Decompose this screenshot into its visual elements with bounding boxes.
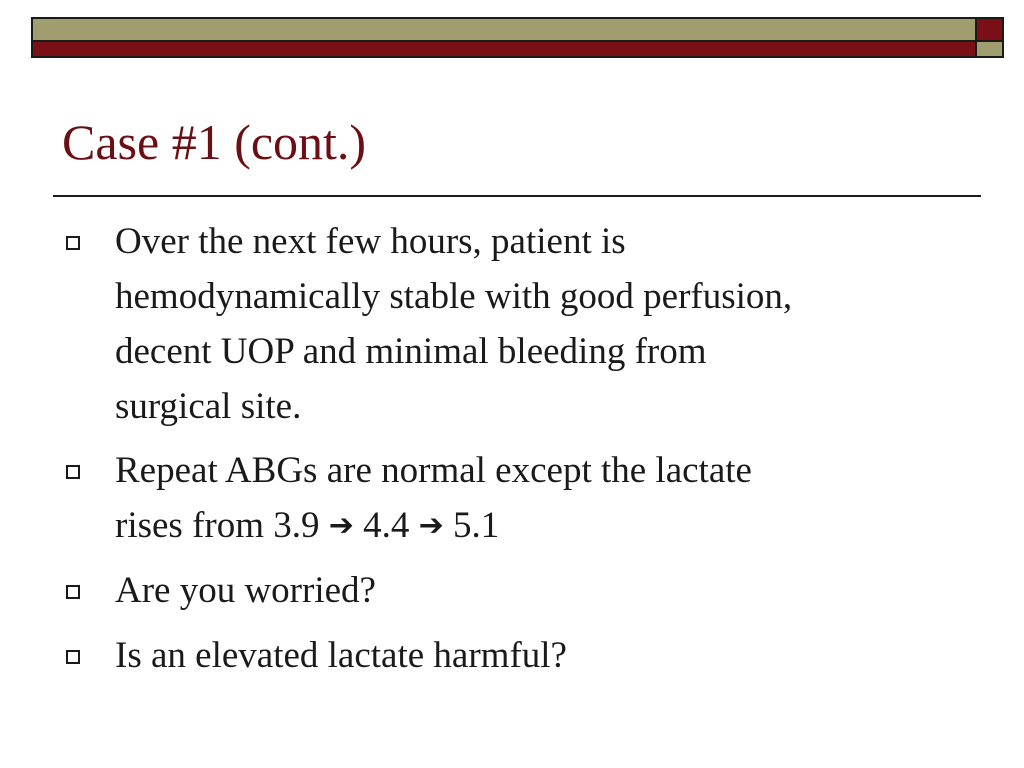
banner-corner-red-block <box>977 17 1004 42</box>
bullet-text-4: Is an elevated lactate harmful? <box>115 635 567 676</box>
bullet-line: hemodynamically stable with good perfusion, <box>115 276 793 317</box>
banner-red-bar <box>31 42 977 58</box>
banner-corner-olive-block <box>977 42 1004 58</box>
bullet-text-3: Are you worried? <box>115 570 376 611</box>
bullet-line <box>115 498 985 553</box>
hollow-square-bullet-icon <box>66 465 80 479</box>
bullet-text-1 <box>115 214 985 434</box>
title-divider <box>53 195 981 197</box>
hollow-square-bullet-icon <box>66 585 80 599</box>
lactate-end-value: 5.1 <box>453 505 500 546</box>
lactate-mid-value: 4.4 <box>363 505 410 546</box>
bullet-text-2 <box>115 443 985 553</box>
slide-title: Case #1 (cont.) <box>62 114 367 170</box>
bullet-line: decent UOP and minimal bleeding from <box>115 331 707 372</box>
bullet-line: Over the next few hours, patient is <box>115 221 626 262</box>
hollow-square-bullet-icon <box>66 650 80 664</box>
right-arrow-icon: ➔ <box>418 508 444 543</box>
lactate-start-text: rises from 3.9 <box>115 505 320 546</box>
hollow-square-bullet-icon <box>66 236 80 250</box>
right-arrow-icon: ➔ <box>328 508 354 543</box>
bullet-line: surgical site. <box>115 386 302 427</box>
bullet-line: Repeat ABGs are normal except the lactate <box>115 450 752 491</box>
banner-olive-bar <box>31 17 977 42</box>
